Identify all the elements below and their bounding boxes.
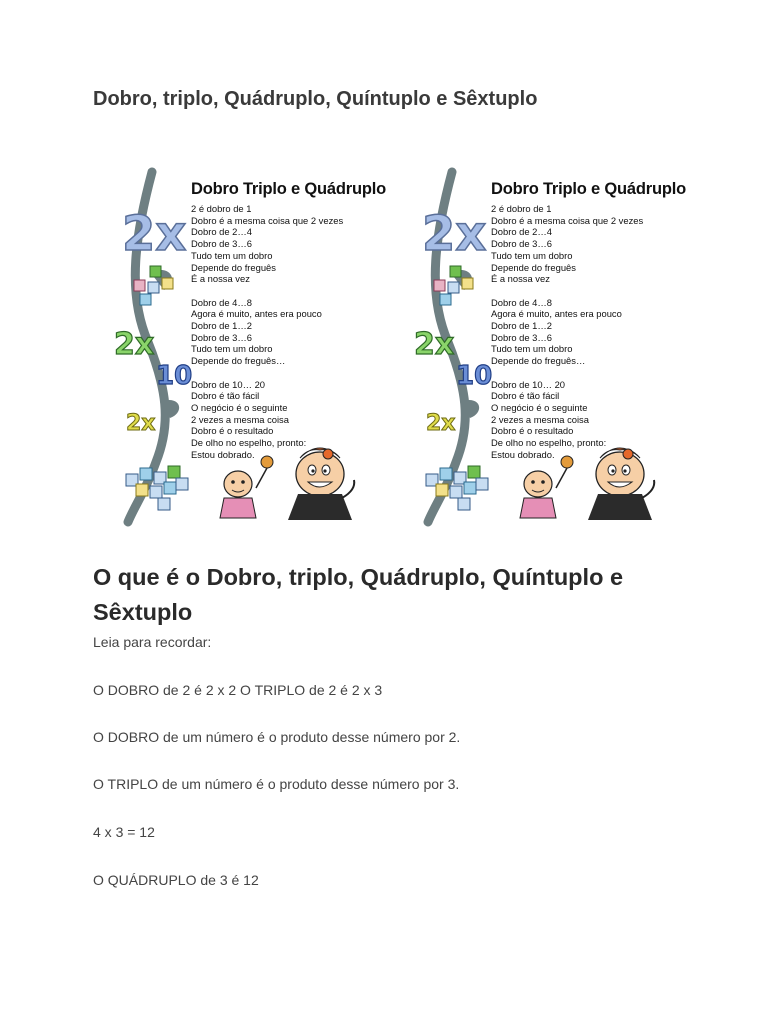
block <box>450 486 462 498</box>
poem-line: Dobro é tão fácil <box>491 390 560 402</box>
poem-line: Tudo tem um dobro <box>191 249 273 261</box>
paragraph: O DOBRO de 2 é 2 x 2 O TRIPLO de 2 é 2 x 3 <box>93 682 383 698</box>
poem-line: 2 é dobro de 1 <box>491 203 552 214</box>
baby-character <box>520 456 573 518</box>
poem-line: Dobro de 3…6 <box>191 331 252 343</box>
badge-2x-small: 2x <box>426 411 456 436</box>
block <box>464 482 476 494</box>
poem-line: Dobro de 10… 20 <box>491 378 566 390</box>
badge-2x-mid: 2x <box>414 327 455 362</box>
poem-line: 2 vezes a mesma coisa <box>191 413 289 425</box>
block <box>136 484 148 496</box>
baby-character <box>220 456 273 518</box>
block <box>150 266 161 277</box>
block <box>434 280 445 291</box>
badge-2x-small: 2x <box>126 411 156 436</box>
poem-line: O negócio é o seguinte <box>491 401 588 413</box>
poem-line: Depende do freguês <box>491 261 576 273</box>
block <box>440 468 452 480</box>
badge-2x-big: 2x <box>122 206 187 262</box>
poem-line: Depende do freguês… <box>191 355 286 367</box>
poem-line: Dobro de 4…8 <box>491 296 552 308</box>
poem-line: Depende do freguês… <box>491 355 586 367</box>
document-title: Dobro, triplo, Quádruplo, Quíntuplo e Sêxtuplo <box>93 88 538 110</box>
block <box>168 466 180 478</box>
block <box>436 484 448 496</box>
poem-line: De olho no espelho, pronto: <box>191 437 307 449</box>
poem-line: Dobro de 2…4 <box>491 226 552 238</box>
badge-2x-big: 2x <box>422 206 487 262</box>
poem-line: Dobro de 3…6 <box>491 331 552 343</box>
poem-line: 2 é dobro de 1 <box>191 203 252 214</box>
block <box>450 266 461 277</box>
block <box>158 498 170 510</box>
poem-line: É a nossa vez <box>191 273 250 285</box>
block <box>162 278 173 289</box>
poem <box>491 180 686 460</box>
poem-line: Tudo tem um dobro <box>191 343 273 355</box>
paragraph: Leia para recordar: <box>93 634 212 650</box>
poem-line: Tudo tem um dobro <box>491 249 573 261</box>
poem-line: Agora é muito, antes era pouco <box>191 308 322 320</box>
poem-line: Agora é muito, antes era pouco <box>491 308 622 320</box>
block <box>134 280 145 291</box>
paragraph: O QUÁDRUPLO de 3 é 12 <box>93 872 259 888</box>
poem-line: Dobro é tão fácil <box>191 390 260 402</box>
block <box>458 498 470 510</box>
block <box>148 282 159 293</box>
poem-line: 2 vezes a mesma coisa <box>491 413 589 425</box>
poem-line: Estou dobrado. <box>191 448 255 460</box>
block <box>448 282 459 293</box>
poem-line: Dobro é a mesma coisa que 2 vezes <box>491 214 644 226</box>
block <box>140 294 151 305</box>
poem-line: Dobro é a mesma coisa que 2 vezes <box>191 214 344 226</box>
poem-line: Dobro é o resultado <box>191 425 274 437</box>
poster-image-right <box>414 172 720 522</box>
block <box>468 466 480 478</box>
poem-line: Dobro de 1…2 <box>491 320 552 332</box>
block <box>476 478 488 490</box>
badge-10: 10 <box>456 361 493 391</box>
block <box>176 478 188 490</box>
poem-line: Tudo tem um dobro <box>491 343 573 355</box>
badge-2x-mid: 2x <box>114 327 155 362</box>
section-heading: O que é o Dobro, triplo, Quádruplo, Quíntuplo e Sêxtuplo <box>93 564 624 625</box>
poem-line: Dobro de 2…4 <box>191 226 252 238</box>
poem-line: Dobro é o resultado <box>491 425 574 437</box>
paragraph: O TRIPLO de um número é o produto desse número por 3. <box>93 776 460 792</box>
poem-line: Dobro de 4…8 <box>191 296 252 308</box>
block <box>440 294 451 305</box>
poem-title: Dobro Triplo e Quádruplo <box>491 180 687 198</box>
badge-10: 10 <box>156 361 193 391</box>
block <box>140 468 152 480</box>
poem-line: Depende do freguês <box>191 261 276 273</box>
poem <box>191 180 386 460</box>
paragraph: O DOBRO de um número é o produto desse número por 2. <box>93 729 461 745</box>
poem-line: Dobro de 1…2 <box>191 320 252 332</box>
poem-line: De olho no espelho, pronto: <box>491 437 607 449</box>
poem-title: Dobro Triplo e Quádruplo <box>191 180 387 198</box>
poem-line: Dobro de 10… 20 <box>191 378 266 390</box>
poem-line: O negócio é o seguinte <box>191 401 288 413</box>
poem-line: Estou dobrado. <box>491 448 555 460</box>
block <box>462 278 473 289</box>
block <box>150 486 162 498</box>
paragraph: 4 x 3 = 12 <box>93 824 155 840</box>
poem-line: É a nossa vez <box>491 273 550 285</box>
block <box>164 482 176 494</box>
poem-line: Dobro de 3…6 <box>491 238 552 250</box>
poem-line: Dobro de 3…6 <box>191 238 252 250</box>
poster-image-left <box>114 172 420 522</box>
